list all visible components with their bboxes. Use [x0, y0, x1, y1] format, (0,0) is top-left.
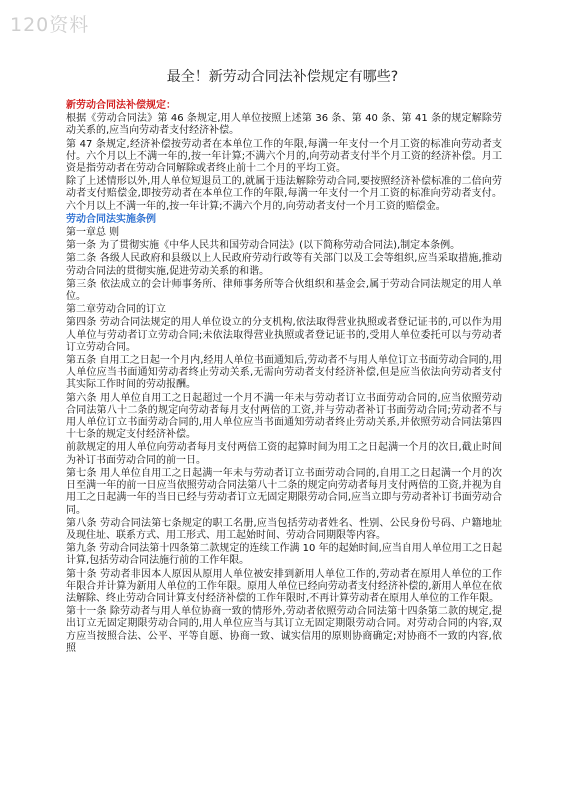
article: 第二条 各级人民政府和县级以上人民政府劳动行政等有关部门以及工会等组织,应当采取措施,推动劳动合同法的贯彻实施,促进劳动关系的和谐。 [66, 253, 502, 277]
article: 第十一条 除劳动者与用人单位协商一致的情形外,劳动者依照劳动合同法第十四条第二款的规定,提出订立无固定期限劳动合同的,用人单位应当与其订立无固定期限劳动合同。对劳动合同的内容,双方应当按照合法、公平、平等自愿、协商一致、诚实信用的原则协商确定;对协商不一致的内容,依照 [66, 606, 502, 654]
paragraph: 第 47 条规定,经济补偿按劳动者在本单位工作的年限,每满一年支付一个月工资的标准向劳动者支付。六个月以上不满一年的,按一年计算;不满六个月的,向劳动者支付半个月工资的经济补偿。月工资是指劳动者在劳动合同解除或者终止前十二个月的平均工资。 [66, 138, 502, 175]
article: 第六条 用人单位自用工之日起超过一个月不满一年未与劳动者订立书面劳动合同的,应当依照劳动合同法第八十二条的规定向劳动者每月支付两倍的工资,并与劳动者补订书面劳动合同;劳动者不与用人单位订立书面劳动合同的,用人单位应当书面通知劳动者终止劳动关系,并依照劳动合同法第四十七条的规定支付经济补偿。 [66, 392, 502, 441]
section-heading: 新劳动合同法补偿规定： [66, 100, 176, 111]
sub-heading: 劳动合同法实施条例 [66, 213, 156, 225]
chapter-heading: 第一章总 则 [66, 227, 120, 239]
article: 第三条 依法成立的会计师事务所、律师事务所等合伙组织和基金会,属于劳动合同法规定的用人单位。 [66, 278, 502, 303]
article: 第九条 劳动合同法第十四条第二款规定的连续工作满 10 年的起始时间,应当自用人单位用工之日起计算,包括劳动合同法施行前的工作年限。 [66, 543, 502, 567]
article: 第十条 劳动者非因本人原因从原用人单位被安排到新用人单位工作的,劳动者在原用人单位的工作年限合并计算为新用人单位的工作年限。原用人单位已经向劳动者支付经济补偿的,新用人单位在依法解除、终止劳动合同计算支付经济补偿的工作年限时,不再计算劳动者在原用人单位的工作年限。 [66, 568, 502, 604]
article: 第一条 为了贯彻实施《中华人民共和国劳动合同法》(以下简称劳动合同法),制定本条例。 [66, 240, 461, 252]
watermark: 120资料 [10, 14, 90, 36]
document-body [66, 100, 502, 656]
article: 第七条 用人单位自用工之日起满一年未与劳动者订立书面劳动合同的,自用工之日起满一个月的次日至满一年的前一日应当依照劳动合同法第八十二条的规定向劳动者每月支付两倍的工资,并视为自用工之日起满一年的当日已经与劳动者订立无固定期限劳动合同,应当立即与劳动者补订书面劳动合同。 [66, 467, 502, 516]
chapter-heading: 第二章劳动合同的订立 [66, 304, 166, 316]
paragraph: 除了上述情形以外,用人单位短退员工的,就属于违法解除劳动合同,要按照经济补偿标准的二倍向劳动者支付赔偿金,即按劳动者在本单位工作的年限,每满一年支付一个月工资的标准向劳动者支付。六个月以上不满一年的,按一年计算;不满六个月的,向劳动者支付一个月工资的赔偿金。 [66, 176, 502, 212]
page-title: 最全！新劳动合同法补偿规定有哪些? [166, 69, 399, 85]
article: 第四条 劳动合同法规定的用人单位设立的分支机构,依法取得营业执照或者登记证书的,可以作为用人单位与劳动者订立劳动合同;未依法取得营业执照或者登记证书的,受用人单位委托可以与劳动者订立劳动合同。 [66, 317, 502, 353]
paragraph: 根据《劳动合同法》第 46 条规定,用人单位按照上述第 36 条、第 40 条、第 41 条的规定解除劳动关系的,应当向劳动者支付经济补偿。 [66, 113, 502, 137]
article: 第八条 劳动合同法第七条规定的职工名册,应当包括劳动者姓名、性别、公民身份号码、户籍地址及现住址、联系方式、用工形式、用工起始时间、劳动合同期限等内容。 [66, 517, 502, 541]
article: 第五条 自用工之日起一个月内,经用人单位书面通知后,劳动者不与用人单位订立书面劳动合同的,用人单位应当书面通知劳动者终止劳动关系,无需向劳动者支付经济补偿,但是应当依法向劳动者支付其实际工作时间的劳动报酬。 [66, 355, 502, 391]
article: 前款规定的用人单位向劳动者每月支付两倍工资的起算时间为用工之日起满一个月的次日,截止时间为补订书面劳动合同的前一日。 [66, 442, 502, 466]
